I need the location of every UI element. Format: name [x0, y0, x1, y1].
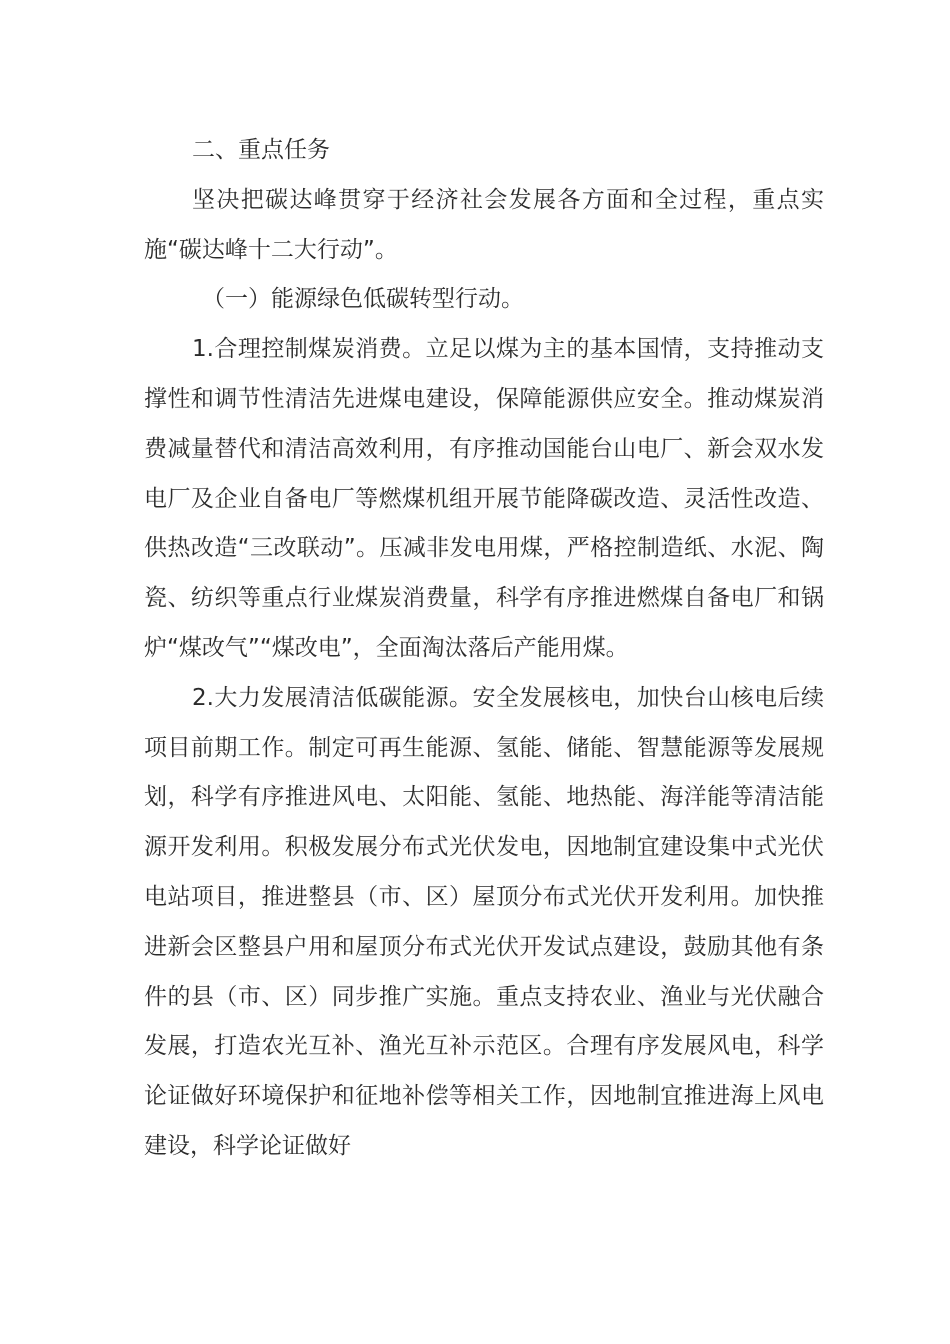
section-heading: 二、重点任务 [192, 137, 330, 163]
item-paragraph-2: 2.大力发展清洁低碳能源。安全发展核电，加快台山核电后续项目前期工作。制定可再生能源、氢能、储能、智慧能源等发展规划，科学有序推进风电、太阳能、氢能、地热能、海洋能等清洁能源开发利用。积极发展分布式光伏发电，因地制宜建设集中式光伏电站项目，推进整县（市、区）屋顶分布式光伏开发利用。加快推进新会区整县户用和屋顶分布式光伏开发试点建设，鼓励其他有条件的县（市、区）同步推广实施。重点支持农业、渔业与光伏融合发展，打造农光互补、渔光互补示范区。合理有序发展风电，科学论证做好环境保护和征地补偿等相关工作，因地制宜推进海上风电建设，科学论证做好 [144, 684, 824, 1159]
item-paragraph-1: 1.合理控制煤炭消费。立足以煤为主的基本国情，支持推动支撑性和调节性清洁先进煤电建设，保障能源供应安全。推动煤炭消费减量替代和清洁高效利用，有序推动国能台山电厂、新会双水发电厂及企业自备电厂等燃煤机组开展节能降碳改造、灵活性改造、供热改造“三改联动”。压减非发电用煤，严格控制造纸、水泥、陶瓷、纺织等重点行业煤炭消费量，科学有序推进燃煤自备电厂和锅炉“煤改气”“煤改电”，全面淘汰落后产能用煤。 [144, 336, 824, 661]
subsection-title: （一）能源绿色低碳转型行动。 [202, 286, 524, 313]
document-body [144, 126, 824, 1172]
intro-paragraph: 坚决把碳达峰贯穿于经济社会发展各方面和全过程，重点实施“碳达峰十二大行动”。 [144, 186, 824, 263]
